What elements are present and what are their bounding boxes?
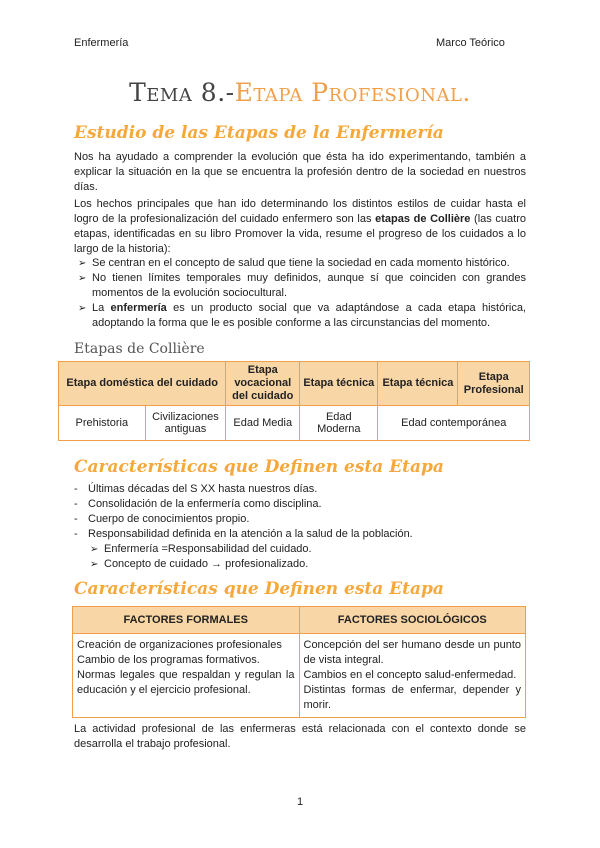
list-subitem: ➢ Concepto de cuidado → profesionalizado. <box>74 557 526 572</box>
factor-item: Distintas formas de enfermar, depender y morir. <box>303 684 521 711</box>
table-header: Etapa doméstica del cuidado <box>59 362 226 406</box>
table-cell <box>299 634 526 718</box>
section3-heading: Características que Definen esta Etapa <box>74 579 444 599</box>
title-prefix: Tema 8.- <box>129 78 235 107</box>
bullet-item: ➢ No tienen límites temporales muy definidos, aunque sí que coinciden con grandes momentos de la evolución sociocultural. <box>78 271 526 301</box>
list-item: - Cuerpo de conocimientos propio. <box>74 512 526 527</box>
factor-item: Cambios en el concepto salud-enfermedad. <box>303 669 517 681</box>
table-header: Etapa vocacional del cuidado <box>226 362 300 406</box>
table-row <box>59 406 530 441</box>
collieres-table <box>58 361 530 441</box>
factor-item: Concepción del ser humano desde un punto de vista integral. <box>303 639 521 666</box>
bullet-item: ➢ Se centran en el concepto de salud que tiene la sociedad en cada momento histórico. <box>78 256 526 271</box>
factor-item: Creación de organizaciones profesionales <box>77 639 282 651</box>
list-item: - Responsabilidad definida en la atención a la salud de la población. <box>74 527 526 542</box>
closing-paragraph: La actividad profesional de las enfermeras está relacionada con el contexto donde se desarrolla el trabajo profesional. <box>74 723 526 750</box>
factor-item: Cambio de los programas formativos. <box>77 654 260 666</box>
bullet3-text-b: es un producto social que va adaptándose a cada etapa histórica, adoptando la forma que le es posible conforme a las circunstancias del momento. <box>92 302 526 329</box>
table-cell: Edad contemporánea <box>378 406 530 441</box>
page-number: 1 <box>296 796 304 808</box>
table-cell: Prehistoria <box>59 406 146 441</box>
factor-item: Normas legales que respaldan y regulan la educación y el ejercicio profesional. <box>77 669 295 696</box>
header-right: Marco Teórico <box>436 37 505 49</box>
table-header-row <box>73 607 526 634</box>
section1-bullets <box>78 256 526 331</box>
list-item: - Consolidación de la enfermería como disciplina. <box>74 497 526 512</box>
table-header-row <box>59 362 530 406</box>
collieres-heading: Etapas de Collière <box>74 341 205 357</box>
table-row <box>73 634 526 718</box>
table-header: FACTORES FORMALES <box>73 607 300 634</box>
section2-list <box>74 482 526 572</box>
table-cell <box>73 634 300 718</box>
factors-table <box>72 606 526 718</box>
list-subitem: ➢ Enfermería =Responsabilidad del cuidado. <box>74 542 526 557</box>
section1-para2 <box>74 197 526 257</box>
bullet-item <box>78 301 526 331</box>
section1-heading: Estudio de las Etapas de la Enfermería <box>74 123 444 143</box>
bullet3-bold: enfermería <box>110 302 167 314</box>
section2-heading: Características que Definen esta Etapa <box>74 457 444 477</box>
table-cell: Edad Media <box>226 406 300 441</box>
list-item: - Últimas décadas del S XX hasta nuestros días. <box>74 482 526 497</box>
para2-bold: etapas de Collière <box>375 213 471 225</box>
section1-para1: Nos ha ayudado a comprender la evolución que ésta ha ido experimentando, también a explicar la situación en la que se encuentra la profesión dentro de la sociedad en nuestros días. <box>74 151 526 193</box>
header-left: Enfermería <box>74 37 129 49</box>
table-header: Etapa técnica <box>378 362 458 406</box>
table-header: Etapa técnica <box>300 362 378 406</box>
table-header: FACTORES SOCIOLÓGICOS <box>299 607 526 634</box>
table-cell: Edad Moderna <box>300 406 378 441</box>
bullet3-text-a: La <box>92 302 111 314</box>
title-accent: Etapa Profesional. <box>234 78 471 107</box>
page-title <box>0 78 600 107</box>
table-header: Etapa Profesional <box>458 362 530 406</box>
para2-text-b: (las cuatro etapas, identificadas en su libro Promover la vida, resume el progreso de los cuidados a lo largo de la historia): <box>74 213 526 255</box>
para2-text-a: Los hechos principales que han ido determinando los distintos estilos de cuidar hasta el logro de la profesionalización del cuidado enfermero son las <box>74 198 526 225</box>
table-cell: Civilizaciones antiguas <box>145 406 226 441</box>
